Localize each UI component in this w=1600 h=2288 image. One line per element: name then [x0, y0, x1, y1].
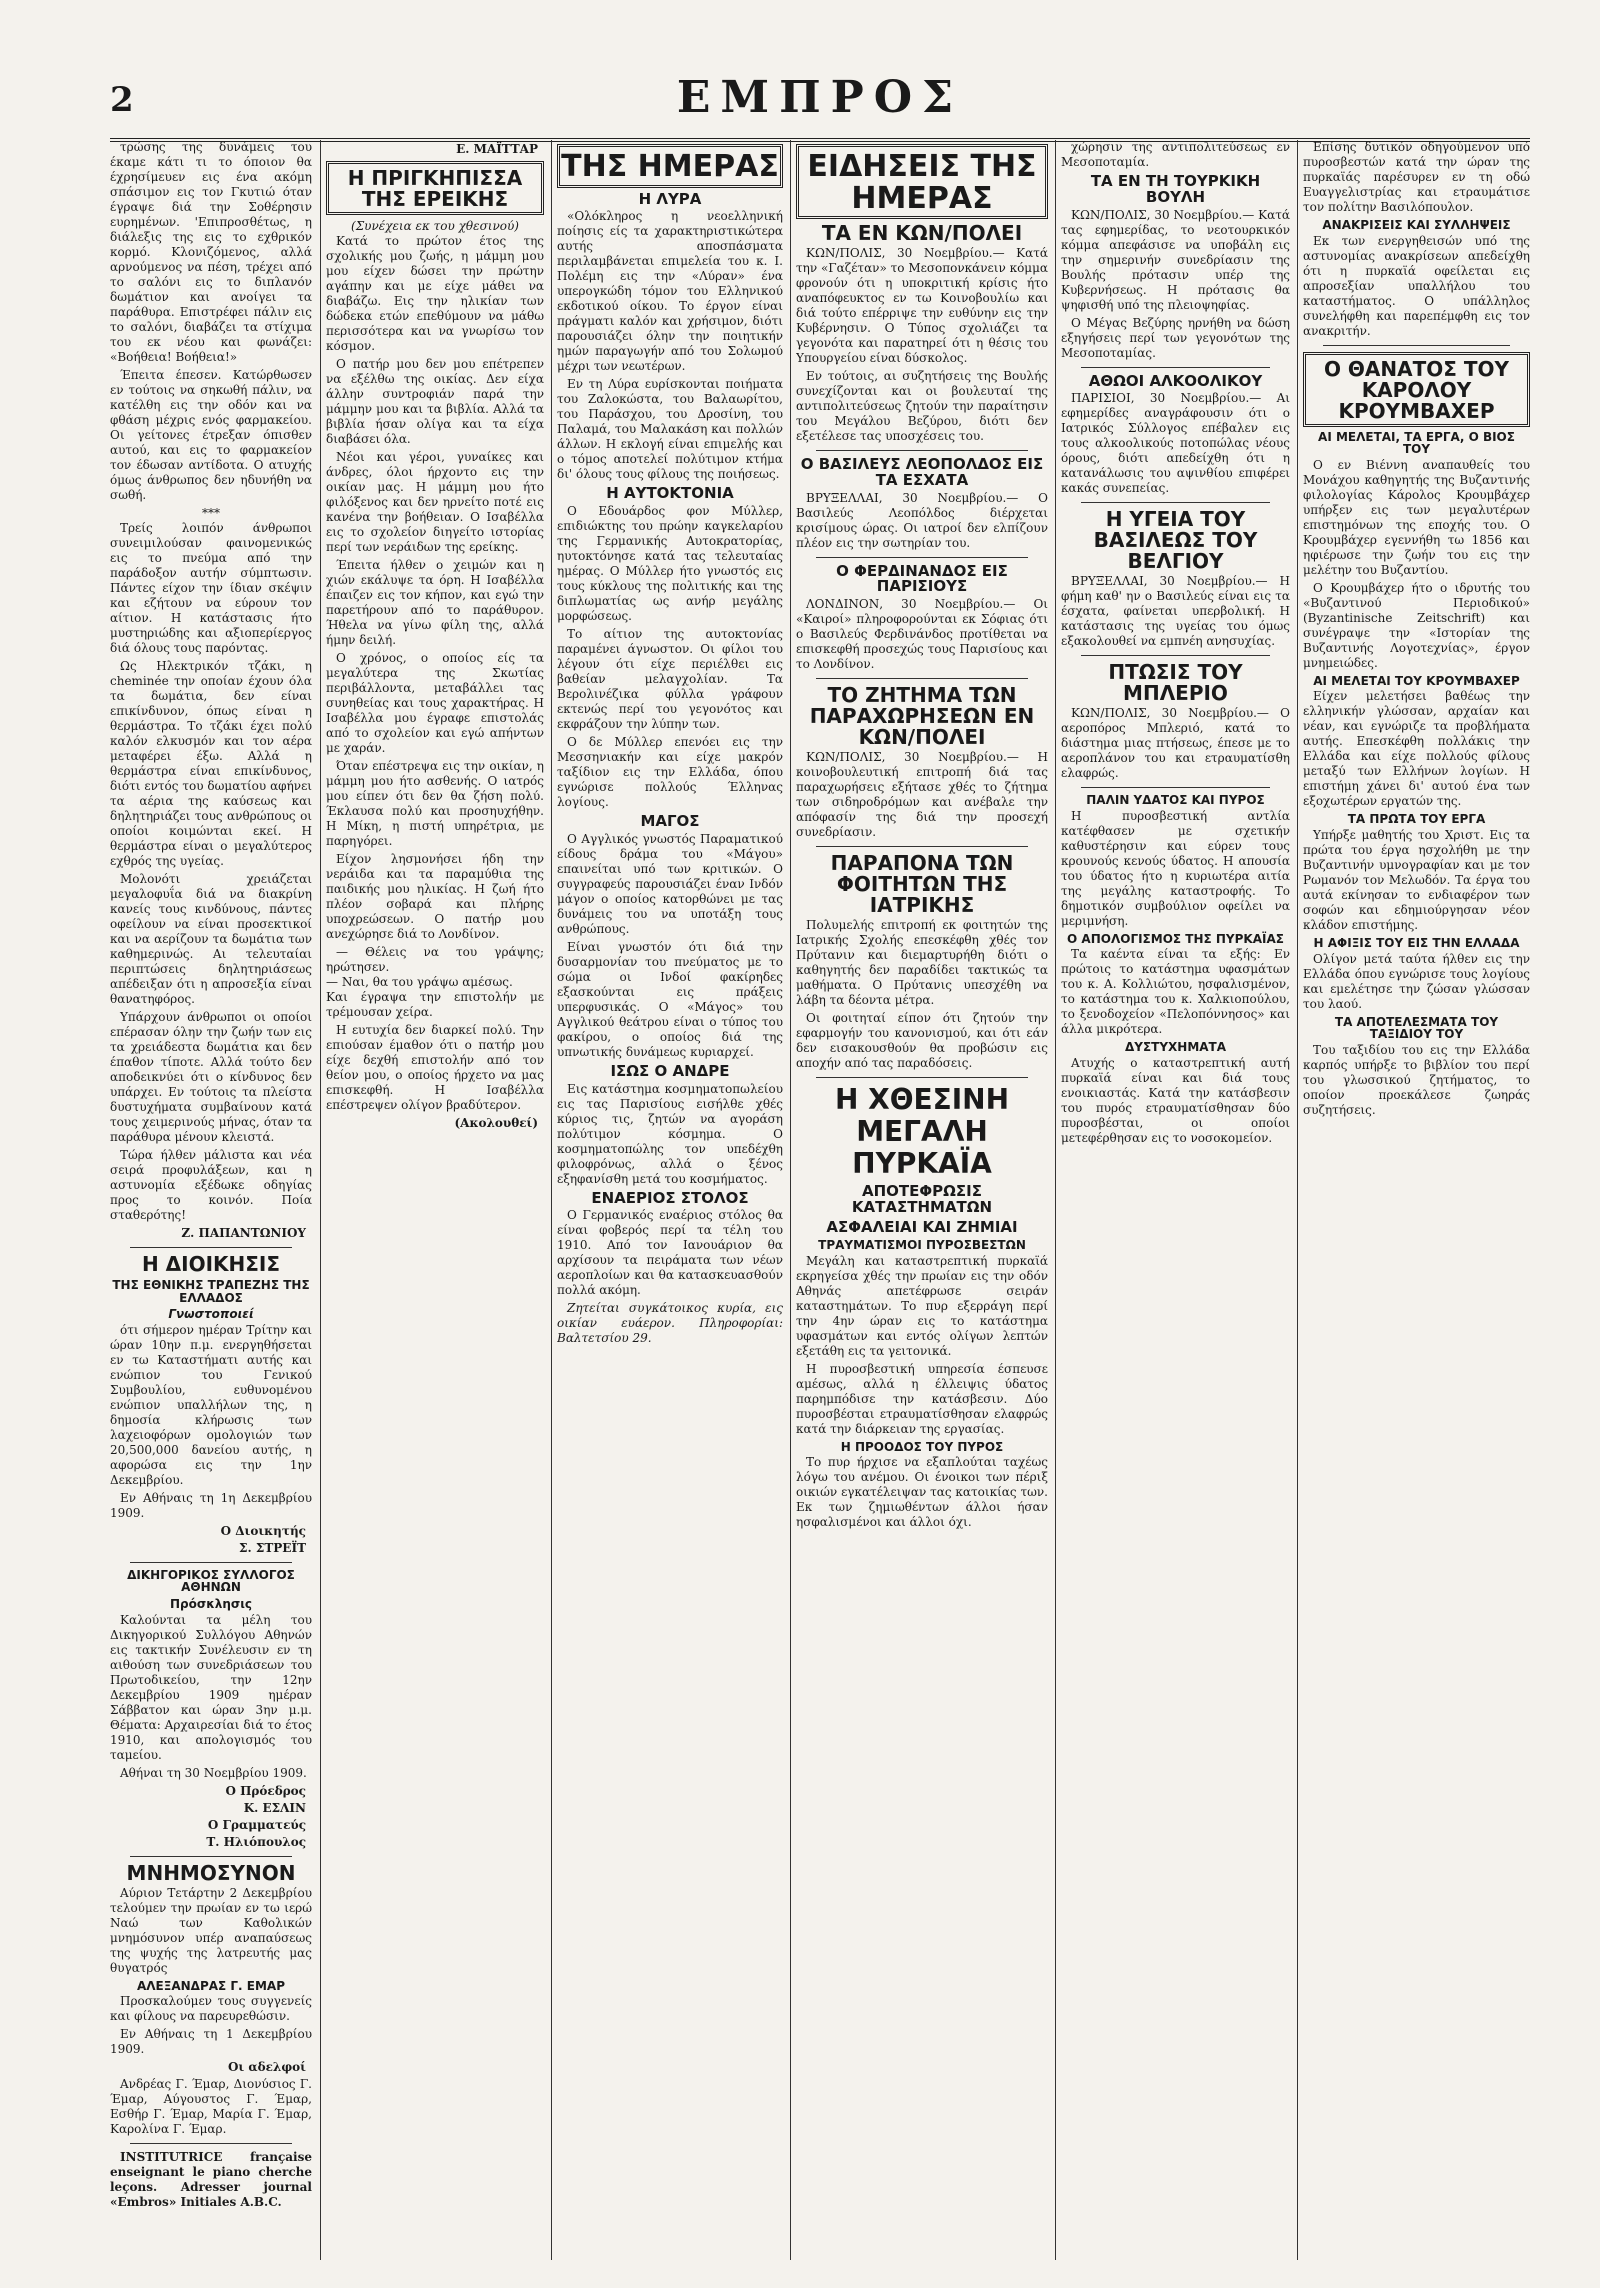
news-heading: Ο ΑΠΟΛΟΓΙΣΜΟΣ ΤΗΣ ΠΥΡΚΑΪΑΣ [1067, 931, 1284, 946]
newspaper-title: ΕΜΠΡΟΣ [676, 72, 964, 123]
article-text: Είναι γνωστόν ότι διά την δυσαρμονίαν του πνεύματος με το σώμα οι Ινδοί φακίρηδες εξασκούνται εις πράξεις υπερφυσικάς. Ο «Μάγος» του Αγγλικού θεάτρου είναι ο τύπος του φακίρου, ο οποίος διά της υπνωτικής δυνάμεως κυριαρχεί. [557, 939, 783, 1059]
article-heading: ΕΝΑΕΡΙΟΣ ΣΤΟΛΟΣ [591, 1188, 749, 1207]
column-4: ΕΙΔΗΣΕΙΣ ΤΗΣ ΗΜΕΡΑΣ ΤΑ ΕΝ ΚΩΝ/ΠΟΛΕΙ ΚΩΝ/ΠΟΛΙΣ, 30 Νοεμβρίου.— Κατά την «Γαζέταν» το Μεσοπονκάνειν κόμμα φρονούν ότι η υποκριτική κρίσις ήτο αναπόφευκτος εν τω Κοινοβουλίω και διά τούτο επέρριψε την ευθύνην εις την Κυβέρνησιν. Ο Τύπος σχολιάζει τα γεγονότα και παρατηρεί ότι η θέσις του Υπουργείου είναι δύσκολος. Εν τούτοις, αι συζητήσεις της Βουλής συνεχίζονται και οι βουλευταί της αντιπολιτεύσεως ζητούν την παραίτησιν του Μεγάλου Βεζύρου, διότι δεν εξετέλεσε τας υποσχέσεις του. Ο ΒΑΣΙΛΕΥΣ ΛΕΟΠΟΛΔΟΣ ΕΙΣ ΤΑ ΕΣΧΑΤΑ ΒΡΥΞΕΛΛΑΙ, 30 Νοεμβρίου.— Ο Βασιλεύς Λεοπόλδος διέρχεται κρισίμους ώρας. Οι ιατροί δεν ελπίζουν πλέον εις την σωτηρίαν του. Ο ΦΕΡΔΙΝΑΝΔΟΣ ΕΙΣ ΠΑΡΙΣΙΟΥΣ ΛΟΝΔΙΝΟΝ, 30 Νοεμβρίου.— Οι «Καιροί» πληροφορούνται εκ Σόφιας ότι ο Βασιλεύς Φερδινάνδος προτίθεται να επισκεφθή προσεχώς τους Παρισίους και το Λονδίνον. ΤΟ ΖΗΤΗΜΑ ΤΩΝ ΠΑΡΑΧΩΡΗΣΕΩΝ ΕΝ ΚΩΝ/ΠΟΛΕΙ ΚΩΝ/ΠΟΛΙΣ, 30 Νοεμβρίου.— Η κοινοβουλευτική επιτροπή διά τας παραχωρήσεις εξήτασε χθές το ζήτημα των σιδηροδρόμων και ανέβαλε την απόφασίν της διά την προσεχή συνεδρίασιν. ΠΑΡΑΠΟΝΑ ΤΩΝ ΦΟΙΤΗΤΩΝ ΤΗΣ ΙΑΤΡΙΚΗΣ Πολυμελής επιτροπή εκ φοιτητών της Ιατρικής Σχολής επεσκέφθη χθές τον Πρύτανιν και διεμαρτυρήθη διότι ο καθηγητής δεν παραδίδει τακτικώς τα μαθήματα. Ο Πρύτανις υπεσχέθη να λάβη τα δέοντα μέτρα. Οι φοιτηταί είπον ότι ζητούν την εφαρμογήν του κανονισμού, και ότι εάν δεν εισακουσθούν θα προβώσιν εις αποχήν από τας παραδόσεις. Η ΧΘΕΣΙΝΗ ΜΕΓΑΛΗ ΠΥΡΚΑΪΑ ΑΠΟΤΕΦΡΩΣΙΣ ΚΑΤΑΣΤΗΜΑΤΩΝ ΑΣΦΑΛΕΙΑΙ ΚΑΙ ΖΗΜΙΑΙ ΤΡΑΥΜΑΤΙΣΜΟΙ ΠΥΡΟΣΒΕΣΤΩΝ Μεγάλη και καταστρεπτική πυρκαϊά εκρηγείσα χθές την πρωίαν εις την οδόν Αθηνάς απετέφρωσε σειράν καταστημάτων. Το πυρ εξερράγη περί την 4ην ώραν εις το κατάστημα υφασμάτων και εντός ολίγων λεπτών εξετάθη εις τα γειτονικά. Η πυροσβεστική υπηρεσία έσπευσε αμέσως, αλλά η έλλειψις ύδατος παρημπόδισε την κατάσβεσιν. Δύο πυροσβέσται ετραυματίσθησαν ελαφρώς κατά την διάρκειαν της εργασίας. Η ΠΡΟΟΔΟΣ ΤΟΥ ΠΥΡΟΣ Το πυρ ήρχισε να εξαπλούται ταχέως λόγω του ανέμου. Οι ένοικοι των πέριξ οικιών εγκατέλειψαν τας κατοικίας των. Εκ των ζημιωθέντων άλλοι ήσαν ησφαλισμένοι και άλλοι όχι. [796, 140, 1048, 2260]
article-text: Ο εν Βιέννη αναπαυθείς του Μονάχου καθηγητής της Βυζαντινής φιλολογίας Κάρολος Κρουμβάχερ υπήρξεν εις των μεγαλυτέρων επιστημόνων της εποχής του. Ο Κρουμβάχερ εγεννήθη τω 1856 και ηφιέρωσε την ζωήν του εις την μελέτην του Βυζαντίου. [1303, 457, 1530, 577]
news-text: Το πυρ ήρχισε να εξαπλούται ταχέως λόγω του ανέμου. Οι ένοικοι των πέριξ οικιών εγκατέλειψαν τας κατοικίας των. Εκ των ζημιωθέντων άλλοι ήσαν ησφαλισμένοι και άλλοι όχι. [796, 1455, 1048, 1530]
article-heading: ΤΑ ΑΠΟΤΕΛΕΣΜΑΤΑ ΤΟΥ ΤΑΞΙΔΙΟΥ ΤΟΥ [1334, 1014, 1499, 1042]
news-heading: ΠΑΛΙΝ ΥΔΑΤΟΣ ΚΑΙ ΠΥΡΟΣ [1086, 793, 1265, 808]
headline: Η ΧΘΕΣΙΝΗ ΜΕΓΑΛΗ ΠΥΡΚΑΪΑ [834, 1083, 1010, 1180]
story-text: Ο πατήρ μου δεν μου επέτρεπεν να εξέλθω της οικίας. Δεν είχα άλλην συντροφιάν παρά την μάμμην μου και τα βιβλία. Αλλά τα βιβλία ήσαν ολίγα και τα είχα διαβάσει όλα. [326, 357, 544, 446]
column-5 [1061, 140, 1290, 2260]
news-text: Οι φοιτηταί είπον ότι ζητούν την εφαρμογήν του κανονισμού, και ότι εάν δεν εισακουσθούν θα προβώσιν εις αποχήν από τας παραδόσεις. [796, 1011, 1048, 1070]
story-text: Ο χρόνος, ο οποίος είς τα μεγαλύτερα της Σκωτίας περιβάλλοντα, μεταβάλλει τας συνηθείας και τους χαρακτήρας. Η Ισαβέλλα μου έγραφε επιστολάς από το σχολείον και εγώ απήντων με χαράν. [326, 651, 544, 755]
article-text: Έπειτα έπεσεν. Κατώρθωσεν εν τούτοις να σηκωθή πάλιν, να κατέλθη εις την οδόν και να φθάση μέχρις ενός φαρμακείου. Οι γείτονες έτρεξαν όπισθεν αυτού, και εις το φαρμακείον τον έδωσαν αντίδοτα. Ο ατυχής όμως άνθρωπος δεν ηδυνήθη να σωθή. [110, 368, 312, 502]
news-text: Ατυχής ο καταστρεπτική αυτή πυρκαϊά είναι και διά τους ενοικιαστάς. Κατά την κατάσβεσιν του πυρός ετραυματίσθησαν δύο πυροσβέσται, οι οποίοι μετεφέρθησαν εις το νοσοκομείον. [1061, 1056, 1290, 1146]
article-text: Του ταξιδίου του εις την Ελλάδα καρπός υπήρξε το βιβλίον του περί του γλωσσικού ζητήματος, το οποίον προεκάλεσε ζωηράς συζητήσεις. [1303, 1042, 1530, 1117]
masthead [110, 68, 1530, 142]
news-heading: ΑΝΑΚΡΙΣΕΙΣ ΚΑΙ ΣΥΛΛΗΨΕΙΣ [1322, 218, 1511, 232]
ad-text: Καλούνται τα μέλη του Δικηγορικού Συλλόγου Αθηνών εις τακτικήν Συνέλευσιν εν τη αιθούση των συνεδριάσεων του Πρωτοδικείου, την 12ην Δεκεμβρίου 1909 ημέραν Σάββατον και ώραν 3ην μ.μ. Θέματα: Αρχαιρεσίαι διά το έτος 1910, και απολογισμός του ταμείου. [110, 1612, 312, 1762]
article-text: Ο Κρουμβάχερ ήτο ο ιδρυτής του «Βυζαντινού Περιοδικού» (Byzantinische Zeitschrift) και συνέγραψε την «Ιστορίαν της Βυζαντινής Λογοτεχνίας», έργον μνημειώδες. [1303, 580, 1530, 670]
column-3 [557, 140, 783, 2260]
article-text: Ο Γερμανικός εναέριος στόλος θα είναι φοβερός περί τα τέλη του 1910. Από τον Ιανουάριον θα αρχίσουν τα πειράματα των νέων αεροπλοίων και θα κατασκευασθούν πολλά ακόμη. [557, 1208, 783, 1298]
story-text: Νέοι και γέροι, γυναίκες και άνδρες, όλοι ήρχοντο εις την οικίαν μας. Η μάμμη μου ήτο φιλόξενος και δεν ηρνείτο ποτέ εις κανένα την βοήθειαν. Ο Ισαβέλλα εις το σχολείον διηγείτο ιστορίας περί των νεράιδων της ερείκης. [326, 450, 544, 554]
article-subtitle: ΑΙ ΜΕΛΕΤΑΙ, ΤΑ ΕΡΓΑ, Ο ΒΙΟΣ ΤΟΥ [1318, 429, 1515, 457]
news-text: ΒΡΥΞΕΛΛΑΙ, 30 Νοεμβρίου.— Ο Βασιλεύς Λεοπόλδος διέρχεται κρισίμους ώρας. Οι ιατροί δεν ελπίζουν πλέον εις την σωτηρίαν του. [796, 490, 1048, 550]
news-text: Μεγάλη και καταστρεπτική πυρκαϊά εκρηγείσα χθές την πρωίαν εις την οδόν Αθηνάς απετέφρωσε σειράν καταστημάτων. Το πυρ εξερράγη περί την 4ην ώραν εις το κατάστημα υφασμάτων και εντός ολίγων λεπτών εξετάθη εις τα γειτονικά. [796, 1253, 1048, 1358]
news-text: ΚΩΝ/ΠΟΛΙΣ, 30 Νοεμβρίου.— Κατά τας εφημερίδας, το νεοτουρκικόν κόμμα απεφάσισε να υποβάλη εις την σημερινήν συνεδρίασιν της Βουλής πρότασιν υπέρ της Κυβερνήσεως. Η πρότασις θα ψηφισθή υπό της πλειοψηφίας. [1061, 207, 1290, 312]
news-text: Επίσης δυτικόν οδηγούμενον υπό πυροσβεστών κατά την ώραν της πυρκαϊάς παρέσυρεν εν τη οδώ Ευαγγελιστρίας και ετραυμάτισε τον πολίτην Βασιλόπουλον. [1303, 140, 1530, 214]
news-text: χώρησιν της αντιπολιτεύσεως εν Μεσοποταμία. [1061, 140, 1290, 169]
article-heading: ΜΑΓΟΣ [640, 812, 700, 830]
section-title: ΤΗΣ ΗΜΕΡΑΣ [561, 149, 779, 184]
article-text: Ο Αγγλικός γνωστός Παραματικού είδους δράμα του «Μάγου» επαινείται υπό των κριτικών. Ο συγγραφεύς παρουσιάζει έναν Ινδόν μάγον ο οποίος κατορθώνει με τας δυνάμεις του να υποτάξη τους ανθρώπους. [557, 831, 783, 936]
news-heading: ΠΑΡΑΠΟΝΑ ΤΩΝ ΦΟΙΤΗΤΩΝ ΤΗΣ ΙΑΤΡΙΚΗΣ [830, 851, 1014, 917]
story-text: Έπειτα ήλθεν ο χειμών και η χιών εκάλυψε τα όρη. Η Ισαβέλλα έπαιζεν εις τον κήπον, και εγώ την παρετήρουν από το παράθυρον. Ήθελα να γίνω φίλη της, αλλά ήμην δειλή. [326, 558, 544, 647]
news-text: ΚΩΝ/ΠΟΛΙΣ, 30 Νοεμβρίου.— Κατά την «Γαζέταν» το Μεσοπονκάνειν κόμμα φρονούν ότι η υποκριτική κρίσις ήτο αναπόφευκτος εν τω Κοινοβουλίω και διά τούτο επέρριψε την ευθύνην εις την Κυβέρνησιν. Ο Τύπος σχολιάζει τα γεγονότα και παρατηρεί ότι η θέσις του Υπουργείου είναι δύσκολος. [796, 246, 1048, 365]
news-heading: ΔΥΣΤΥΧΗΜΑΤΑ [1124, 1040, 1227, 1055]
ad-heading: ΔΙΚΗΓΟΡΙΚΟΣ ΣΥΛΛΟΓΟΣ ΑΘΗΝΩΝ [127, 1567, 295, 1595]
article-text: Ο Εδουάρδος φον Μύλλερ, επιδιώκτης του πρώην καγκελαρίου της Γερμανικής Αυτοκρατορίας, ηυτοκτόνησε κατά τας τελευταίας ημέρας. Ο Μύλλερ ήτο γνωστός εις τους κύκλους της πολιτικής και της διπλωματίας ως ανήρ μεγάλης μορφώσεως. [557, 504, 783, 623]
column-1: τρώσης της δυνάμεις του έκαμε κάτι τι το όποιον θα έχρησίμευεν εις ένα ακόμη σπάσιμον εις τον Γκυτιώ όταν έγραψε διά την Σοθέρησιν ευρημένων. 'Επιπροσθέτως, η διάλεξις της εις το εχθρικόν κορμό. Κλονιζόμενος, αλλά αρνούμενος να πέση, τρέχει από το σαλόνι εις το διπλανόν δωμάτιον και ανοίγει τα παράθυρα. Επιστρέφει πάλιν εις το σαλόνι, διαβάζει τα στίχιμα του εκ νέου και φωνάζει: «Βοήθεια! Βοήθεια!» Έπειτα έπεσεν. Κατώρθωσεν εν τούτοις να σηκωθή πάλιν, να κατέλθη εις την οδόν και να φθάση μέχρις ενός φαρμακείου. Οι γείτονες έτρεξαν όπισθεν αυτού, και εις το φαρμακείον τον έδωσαν αντίδοτα. Ο ατυχής όμως άνθρωπος δεν ηδυνήθη να σωθή. *** Τρείς λοιπόν άνθρωποι συνειμιλούσαν φαινομενικώς εις το πνεύμα από την παράδοξον αυτήν σύμπτωσιν. Πάντες είχον την ίδιαν σκέψιν και εζήτουν να εύρουν τον αίτιον. Η κατάστασις ήτο μυστηριώδης και αξιοπερίεργος διά όλους τους παρόντας. Ως Ηλεκτρικόν τζάκι, η cheminée την οποίαν έχουν όλα τα δωμάτια, δεν είναι επικίνδυνον, όπως είναι η θερμάστρα. Το τζάκι έχει πολύ καλόν ελκυσμόν και τον αέρα μεταφέρει έξω. Αλλά η θερμάστρα είναι επικίνδυνος, διότι εντός του δωματίου αφήνει τα αέρια της καύσεως και δηλητηριάζει τους ανθρώπους οι οποίοι κοιμώνται εκεί. Η θερμάστρα είναι ο μεγαλύτερος εχθρός της υγείας. Μολονότι χρειάζεται μεγαλοφυΐα διά να διακρίνη κανείς τους κινδύνους, πάντες οφείλουν να είναι προσεκτικοί και να αερίζουν τα δωμάτια των καθημερινώς. Αι τελευταίαι περιπτώσεις δηλητηριάσεως απέδειξαν ότι η απροσεξία είναι θανατηφόρος. Υπάρχουν άνθρωποι οι οποίοι επέρασαν όλην την ζωήν των εις τα χρειάδεστα δωμάτια και δεν έπαθον τίποτε. Αλλά τούτο δεν αποδεικνύει ότι ο κίνδυνος δεν υπάρχει. Εν τούτοις τα πλείστα δυστυχήματα συμβαίνουν κατά τους χειμερινούς μήνας, όταν τα παράθυρα μένουν κλειστά. Τώρα ήλθεν μάλιστα και νέα σειρά προφυλάξεων, και η αστυνομία εξέδωκε οδηγίας προς το κοινόν. Ποία σταθερότης! Ζ. ΠΑΠΑΝΤΩΝΙΟΥ Η ΔΙΟΙΚΗΣΙΣ ΤΗΣ ΕΘΝΙΚΗΣ ΤΡΑΠΕΖΗΣ ΤΗΣ ΕΛΛΑΔΟΣ Γνωστοποιεί ότι σήμερον ημέραν Τρίτην και ώραν 10ην π.μ. ενεργηθήσεται εν τω Καταστήματι αυτής και ενώπιον του Γενικού Συμβουλίου, ευθυνομένου ενώπιον υπαλλήλων της, η δημοσία κλήρωσις των λαχειοφόρων ομολογιών των 20,500,000 δανείου αυτής, η αφορώσα εις την 1ην Δεκεμβρίου. Εν Αθήναις τη 1η Δεκεμβρίου 1909. Ο Διοικητής Σ. ΣΤΡΕΪΤ ΔΙΚΗΓΟΡΙΚΟΣ ΣΥΛΛΟΓΟΣ ΑΘΗΝΩΝ Πρόσκλησις Καλούνται τα μέλη του Δικηγορικού Συλλόγου Αθηνών εις τακτικήν Συνέλευσιν εν τη αιθούση των συνεδριάσεων του Πρωτοδικείου, την 12ην Δεκεμβρίου 1909 ημέραν Σάββατον και ώραν 3ην μ.μ. Θέματα: Αρχαιρεσίαι διά το έτος 1910, και απολογισμός του ταμείου. Αθήναι τη 30 Νοεμβρίου 1909. Ο Πρόεδρος Κ. ΕΣΛΙΝ Ο Γραμματεύς Τ. Ηλιόπουλος ΜΝΗΜΟΣΥΝΟΝ Αύριον Τετάρτην 2 Δεκεμβρίου τελούμεν την πρωίαν εν τω ιερώ Ναώ των Καθολικών μνημόσυνον υπέρ αναπαύσεως της ψυχής της λατρευτής μας θυγατρός ΑΛΕΞΑΝΔΡΑΣ Γ. ΕΜΑΡ Προσκαλούμεν τους συγγενείς και φίλους να παρευρεθώσιν. Εν Αθήναις τη 1 Δεκεμβρίου 1909. Οι αδελφοί Ανδρέας Γ. Έμαρ, Διονύσιος Γ. Έμαρ, Αύγουστος Γ. Έμαρ, Εσθήρ Γ. Έμαρ, Μαρία Γ. Έμαρ, Καρολίνα Γ. Έμαρ. INSTITUTRICE française enseignant le piano cherche leçons. Adresser journal «Embros» Initiales A.B.C. [110, 140, 312, 2210]
news-heading: ΤΑ ΕΝ ΚΩΝ/ΠΟΛΕΙ [821, 221, 1023, 245]
story-text: Η ευτυχία δεν διαρκεί πολύ. Την επιούσαν έμαθον ότι ο πατήρ μου είχε δεχθή επιστολήν από τον θείον μου, ο οποίος ήρχετο να μας επισκεφθή. Η Ισαβέλλα επέστρεψεν ολίγον βραδύτερον. [326, 1023, 544, 1112]
article-heading: Η ΑΥΤΟΚΤΟΝΙΑ [606, 484, 734, 503]
article-text: Υπάρχουν άνθρωποι οι οποίοι επέρασαν όλην την ζωήν των εις τα χρειάδεστα δωμάτια και δεν έπαθον τίποτε. Αλλά τούτο δεν αποδεικνύει ότι ο κίνδυνος δεν υπάρχει. Εν τούτοις τα πλείστα δυστυχήματα συμβαίνουν κατά τους χειμερινούς μήνας, όταν τα παράθυρα μένουν κλειστά. [110, 1010, 312, 1144]
article-text: Τρείς λοιπόν άνθρωποι συνειμιλούσαν φαινομενικώς εις το πνεύμα από την παράδοξον αυτήν σύμπτωσιν. Πάντες είχον την ίδιαν σκέψιν και εζήτουν να εύρουν τον αίτιον. Η κατάστασις ήτο μυστηριώδης και αξιοπερίεργος διά όλους τους παρόντας. [110, 521, 312, 655]
page-number: 2 [110, 80, 134, 120]
article-text: Ολίγον μετά ταύτα ήλθεν εις την Ελλάδα όπου εγνώρισε τους λογίους και εμελέτησε την ζώσαν γλώσσαν του λαού. [1303, 951, 1530, 1011]
news-heading: Ο ΒΑΣΙΛΕΥΣ ΛΕΟΠΟΛΔΟΣ ΕΙΣ ΤΑ ΕΣΧΑΤΑ [800, 455, 1044, 489]
article-heading: Η ΑΦΙΞΙΣ ΤΟΥ ΕΙΣ ΤΗΝ ΕΛΛΑΔΑ [1313, 935, 1520, 950]
story-text: Όταν επέστρεψα εις την οικίαν, η μάμμη μου ήτο ασθενής. Ο ιατρός μου είπεν ότι δεν θα ζήση πολύ. Έκλαυσα πολύ και προσηυχήθην. Η Μίκη, η πιστή υπηρέτρια, με παρηγόρει. [326, 759, 544, 848]
column-rule [1297, 140, 1298, 2260]
column-6 [1303, 140, 1530, 2260]
article-heading: Η ΛΥΡΑ [638, 189, 702, 208]
article-heading: ΤΑ ΠΡΩΤΑ ΤΟΥ ΕΡΓΑ [1347, 812, 1486, 827]
news-text: Ο Μέγας Βεζύρης ηρνήθη να δώση εξηγήσεις περί των γεγονότων της Μεσοποταμίας. [1061, 315, 1290, 360]
article-text: Ο δε Μύλλερ επενόει εις την Μεσσηνιακήν και είχε μακρόν ταξίδιον εις την Ελλάδα, όπου εγνώρισε πολλούς Έλληνας λογίους. [557, 735, 783, 809]
news-text: ΛΟΝΔΙΝΟΝ, 30 Νοεμβρίου.— Οι «Καιροί» πληροφορούνται εκ Σόφιας ότι ο Βασιλεύς Φερδινάνδος προτίθεται να επισκεφθή προσεχώς τους Παρισίους και το Λονδίνον. [796, 597, 1048, 671]
news-heading: ΠΤΩΣΙΣ ΤΟΥ ΜΠΛΕΡΙΟ [1108, 660, 1243, 706]
news-text: Εκ των ενεργηθεισών υπό της αστυνομίας ανακρίσεων απεδείχθη ότι η πυρκαϊά οφείλεται εις απροσεξίαν υπαλλήλου του καταστήματος. Ο υπάλληλος συνελήφθη και παρεπέμφθη εις τον ανακριτήν. [1303, 233, 1530, 338]
article-text: Ζητείται συγκάτοικος κυρία, εις οικίαν ευάερον. Πληροφορίαι: Βαλτετσίου 29. [557, 1301, 783, 1346]
story-text: Κατά το πρώτον έτος της σχολικής μου ζωής, η μάμμη μου μου είχεν δώσει την πρώτην αγάπην και με είχε μάθει να διαβάζω. Εις την ηλικίαν των δώδεκα ετών επεθύμουν να μάθω περισσότερα και να γνωρίσω τον κόσμον. [326, 234, 544, 353]
article-text: Υπήρξε μαθητής του Χριστ. Εις τα πρώτα του έργα ησχολήθη με την Βυζαντινήν υμνογραφίαν και με τον Ρωμανόν τον Μελωδόν. Τα έργα του αυτά εκίνησαν το ενδιαφέρον των σοφών και εδημιούργησαν νέον κλάδον επιστήμης. [1303, 827, 1530, 932]
ad-text: INSTITUTRICE française enseignant le piano cherche leçons. Adresser journal «Embros» Initiales A.B.C. [110, 2150, 312, 2210]
news-heading: Η ΥΓΕΙΑ ΤΟΥ ΒΑΣΙΛΕΩΣ ΤΟΥ ΒΕΛΓΙΟΥ [1093, 507, 1258, 574]
ad-heading: ΜΝΗΜΟΣΥΝΟΝ [126, 1860, 296, 1885]
news-heading: ΑΘΩΟΙ ΑΛΚΟΟΛΙΚΟΥ [1088, 371, 1263, 390]
article-text: Ως Ηλεκτρικόν τζάκι, η cheminée την οποίαν έχουν όλα τα δωμάτια, δεν είναι επικίνδυνον, όπως είναι η θερμάστρα. Το τζάκι έχει πολύ καλόν ελκυσμόν και τον αέρα μεταφέρει έξω. Αλλά η θερμάστρα είναι επικίνδυνος, διότι εντός του δωματίου αφήνει τα αέρια της καύσεως και δηλητηριάζει τους ανθρώπους οι οποίοι κοιμώνται εκεί. Η θερμάστρα είναι ο μεγαλύτερος εχθρός της υγείας. [110, 659, 312, 868]
author-signature: Ζ. ΠΑΠΑΝΤΩΝΙΟΥ [181, 1226, 306, 1240]
section-title: ΕΙΔΗΣΕΙΣ ΤΗΣ ΗΜΕΡΑΣ [807, 149, 1037, 216]
news-text: ΠΑΡΙΣΙΟΙ, 30 Νοεμβρίου.— Αι εφημερίδες αναγράφουσιν ότι ο Ιατρικός Σύλλογος επέβαλεν εις τους αλκοολικούς ποτοπώλας νέους όρους, διότι απεδείχθη ότι η κατανάλωσις του αψινθίου επιφέρει κακάς συνεπείας. [1061, 391, 1290, 496]
article-text: Τώρα ήλθεν μάλιστα και νέα σειρά προφυλάξεων, και η αστυνομία εξέδωκε οδηγίας προς το κοινόν. Ποία σταθερότης! [110, 1148, 312, 1222]
column-rule [790, 140, 791, 2260]
ad-text: ότι σήμερον ημέραν Τρίτην και ώραν 10ην π.μ. ενεργηθήσεται εν τω Καταστήματι αυτής και ενώπιον του Γενικού Συμβουλίου, ευθυνομένου ενώπιον υπαλλήλων της, η δημοσία κλήρωσις των λαχειοφόρων ομολογιών των 20,500,000 δανείου αυτής, η αφορώσα εις την 1ην Δεκεμβρίου. [110, 1322, 312, 1487]
article-text: Εις κατάστημα κοσμηματοπωλείου εις τας Παρισίους εισήλθε χθές κύριος τις, ζητών να αγοράση πολύτιμον κόσμημα. Ο κοσμηματοπώλης τον υπεδέχθη φιλοφρόνως, αλλά ο ξένος εξηφανίσθη μετά του κοσμήματος. [557, 1081, 783, 1186]
ad-heading: Η ΔΙΟΙΚΗΣΙΣ [141, 1252, 281, 1276]
news-heading: ΤΑ ΕΝ ΤΗ ΤΟΥΡΚΙΚΗ ΒΟΥΛΗ [1090, 172, 1261, 206]
news-text: ΒΡΥΞΕΛΛΑΙ, 30 Νοεμβρίου.— Η φήμη καθ' ην ο Βασιλεύς είναι εις τα έσχατα, φαίνεται υπερβολική. Η κατάστασις της υγείας του όμως εξακολουθεί να εμπνέη ανησυχίας. [1061, 574, 1290, 649]
column-rule [551, 140, 552, 2260]
article-text: τρώσης της δυνάμεις του έκαμε κάτι τι το όποιον θα έχρησίμευεν εις ένα ακόμη σπάσιμον εις τον Γκυτιώ όταν έγραψε διά την Σοθέρησιν ευρημένων. 'Επιπροσθέτως, η διάλεξις της εις το εχθρικόν κορμό. Κλονιζόμενος, αλλά αρνούμενος να πέση, τρέχει από το σαλόνι εις το διπλανόν δωμάτιον και ανοίγει τα παράθυρα. Επιστρέφει πάλιν εις το σαλόνι, διαβάζει τα στίχιμα του εκ νέου και φωνάζει: «Βοήθεια! Βοήθεια!» [110, 140, 312, 364]
news-text: ΚΩΝ/ΠΟΛΙΣ, 30 Νοεμβρίου.— Η κοινοβουλευτική επιτροπή διά τας παραχωρήσεις εξήτασε χθές το ζήτημα των σιδηροδρόμων και ανέβαλε την απόφασίν της διά την προσεχή συνεδρίασιν. [796, 750, 1048, 839]
news-text: Εν τούτοις, αι συζητήσεις της Βουλής συνεχίζονται και οι βουλευταί της αντιπολιτεύσεως ζητούν την παραίτησιν του Μεγάλου Βεζύρου, διότι δεν εξετέλεσε τας υποσχέσεις του. [796, 369, 1048, 443]
news-text: Η πυροσβεστική αντλία κατέφθασεν με σχετικήν καθυστέρησιν και εύρεν τους κρουνούς κενούς ύδατος. Η απουσία του ύδατος ήτο η κυριωτέρα αιτία της μεγάλης καταστροφής. Το δημοτικόν συμβούλιον οφείλει να μεριμνήση. [1061, 808, 1290, 928]
column-2: Ε. ΜΑΪΤΤΑΡ Η ΠΡΙΓΚΗΠΙΣΣΑ ΤΗΣ ΕΡΕΙΚΗΣ (Συνέχεια εκ του χθεσινού) Κατά το πρώτον έτος της σχολικής μου ζωής, η μάμμη μου μου είχεν δώσει την πρώτην αγάπην και με είχε μάθει να διαβάζω. Εις την ηλικίαν των δώδεκα ετών επεθύμουν να μάθω περισσότερα και να γνωρίσω τον κόσμον. Ο πατήρ μου δεν μου επέτρεπεν να εξέλθω της οικίας. Δεν είχα άλλην συντροφιάν παρά την μάμμην μου και τα βιβλία. Αλλά τα βιβλία ήσαν ολίγα και τα είχα διαβάσει όλα. Νέοι και γέροι, γυναίκες και άνδρες, όλοι ήρχοντο εις την οικίαν μας. Η μάμμη μου ήτο φιλόξενος και δεν ηρνείτο ποτέ εις κανένα την βοήθειαν. Ο Ισαβέλλα εις το σχολείον διηγείτο ιστορίας περί των νεράιδων της ερείκης. Έπειτα ήλθεν ο χειμών και η χιών εκάλυψε τα όρη. Η Ισαβέλλα έπαιζεν εις τον κήπον, και εγώ την παρετήρουν από το παράθυρον. Ήθελα να γίνω φίλη της, αλλά ήμην δειλή. Ο χρόνος, ο οποίος είς τα μεγαλύτερα της Σκωτίας περιβάλλοντα, μεταβάλλει τας συνηθείας και τους χαρακτήρας. Η Ισαβέλλα μου έγραφε επιστολάς από το σχολείον και εγώ απήντων με χαράν. Όταν επέστρεψα εις την οικίαν, η μάμμη μου ήτο ασθενής. Ο ιατρός μου είπεν ότι δεν θα ζήση πολύ. Έκλαυσα πολύ και προσηυχήθην. Η Μίκη, η πιστή υπηρέτρια, με παρηγόρει. Είχον λησμονήσει ήδη την νεράιδα και τα παραμύθια της παιδικής μου ηλικίας. Η ζωή ήτο πλέον σοβαρά και πλήρης υποχρεώσεων. Ο πατήρ μου ανεχώρησε διά το Λονδίνον. — Θέλεις να του γράψης; ηρώτησεν. — Ναι, θα του γράψω αμέσως. Και έγραψα την επιστολήν με τρέμουσαν χείρα. Η ευτυχία δεν διαρκεί πολύ. Την επιούσαν έμαθον ότι ο πατήρ μου είχε δεχθή επιστολήν από τον θείον μου, ο οποίος ήρχετο να μας επισκεφθή. Η Ισαβέλλα επέστρεψεν ολίγον βραδύτερον. (Ακολουθεί) [326, 142, 544, 1130]
story-title: Η ΠΡΙΓΚΗΠΙΣΣΑ ΤΗΣ ΕΡΕΙΚΗΣ [347, 166, 523, 211]
news-heading: ΤΟ ΖΗΤΗΜΑ ΤΩΝ ΠΑΡΑΧΩΡΗΣΕΩΝ ΕΝ ΚΩΝ/ΠΟΛΕΙ [809, 683, 1035, 749]
column-rule [1055, 140, 1056, 2260]
article-text: Εν τη Λύρα ευρίσκονται ποιήματα του Ζαλοκώστα, του Βαλαωρίτου, του Παράσχου, του Δροσίνη, του Παλαμά, του Μαλακάση και πολλών άλλων. Η εκλογή είναι επιμελής και ο τόμος αποτελεί πολύτιμον κτήμα δι' όλους τους φίλους της ποιήσεως. [557, 377, 783, 482]
article-text: «Ολόκληρος η νεοελληνική ποίησις είς τα χαρακτηριστικώτερα αυτής αποσπάσματα περιλαμβάνεται επιμελεία του κ. Ι. Πολέμη εις την «Λύραν» ένα υπερογκώδη τόμον του Ελληνικού εκδοτικού οίκου. Το έργον είναι πράγματι καλόν και χρήσιμον, διότι παρουσιάζει όλην την ποιητικήν ημών παραγωγήν από του Σολωμού μέχρι των νεωτέρων. [557, 209, 783, 374]
story-text: Είχον λησμονήσει ήδη την νεράιδα και τα παραμύθια της παιδικής μου ηλικίας. Η ζωή ήτο πλέον σοβαρά και πλήρης υποχρεώσεων. Ο πατήρ μου ανεχώρησε διά το Λονδίνον. [326, 852, 544, 941]
article-title: Ο ΘΑΝΑΤΟΣ ΤΟΥ ΚΑΡΟΛΟΥ ΚΡΟΥΜΒΑΧΕΡ [1323, 356, 1510, 423]
news-heading: Η ΠΡΟΟΔΟΣ ΤΟΥ ΠΥΡΟΣ [840, 1439, 1004, 1454]
news-heading: Ο ΦΕΡΔΙΝΑΝΔΟΣ ΕΙΣ ΠΑΡΙΣΙΟΥΣ [836, 561, 1008, 596]
news-text: Η πυροσβεστική υπηρεσία έσπευσε αμέσως, αλλά η έλλειψις ύδατος παρημπόδισε την κατάσβεσιν. Δύο πυροσβέσται ετραυματίσθησαν ελαφρώς κατά την διάρκειαν της εργασίας. [796, 1361, 1048, 1436]
column-rule [320, 140, 321, 2260]
article-heading: ΑΙ ΜΕΛΕΤΑΙ ΤΟΥ ΚΡΟΥΜΒΑΧΕΡ [1313, 673, 1520, 688]
ad-subheading: ΤΗΣ ΕΘΝΙΚΗΣ ΤΡΑΠΕΖΗΣ ΤΗΣ ΕΛΛΑΔΟΣ [112, 1278, 310, 1305]
story-text: — Θέλεις να του γράψης; ηρώτησεν. — Ναι, θα του γράψω αμέσως. Και έγραψα την επιστολήν με τρέμουσαν χείρα. [326, 945, 544, 1019]
news-text: Τα καέντα είναι τα εξής: Εν πρώτοις το κατάστημα υφασμάτων του κ. Α. Κολλιώτου, ησφαλισμένον, το κατάστημα του κ. Χαλκιοπούλου, το ξενοδοχείον «Πελοπόννησος» και άλλα μικρότερα. [1061, 947, 1290, 1037]
article-text: Μολονότι χρειάζεται μεγαλοφυΐα διά να διακρίνη κανείς τους κινδύνους, πάντες οφείλουν να είναι προσεκτικοί και να αερίζουν τα δωμάτια των καθημερινώς. Αι τελευταίαι περιπτώσεις δηλητηριάσεως απέδειξαν ότι η απροσεξία είναι θανατηφόρος. [110, 872, 312, 1006]
news-text: ΚΩΝ/ΠΟΛΙΣ, 30 Νοεμβρίου.— Ο αεροπόρος Μπλεριό, κατά το διάστημα μιας πτήσεως, έπεσε με το αεροπλάνον του και ετραυματίσθη ελαφρώς. [1061, 706, 1290, 781]
article-text: Είχεν μελετήσει βαθέως την ελληνικήν γλώσσαν, αρχαίαν και νέαν, και εγνώριζε τα προβλήματα αυτής. Επεσκέφθη πολλάκις την Ελλάδα και είχε πολλούς φίλους μεταξύ των Ελλήνων λογίων. Η επιστήμη χάνει δι' αυτού ένα των εξοχωτέρων εργατών της. [1303, 689, 1530, 809]
article-text: Το αίτιον της αυτοκτονίας παραμένει άγνωστον. Οι φίλοι του λέγουν ότι είχε περιέλθει εις βαθείαν μελαγχολίαν. Τα Βερολινέζικα φύλλα γράφουν εκτενώς περί του γεγονότος και εκφράζουν την λύπην των. [557, 627, 783, 731]
author-name: Ε. ΜΑΪΤΤΑΡ [456, 142, 538, 156]
news-text: Πολυμελής επιτροπή εκ φοιτητών της Ιατρικής Σχολής επεσκέφθη χθές τον Πρύτανιν και διεμαρτυρήθη διότι ο καθηγητής δεν παραδίδει τακτικώς τα μαθήματα. Ο Πρύτανις υπεσχέθη να λάβη τα δέοντα μέτρα. [796, 918, 1048, 1007]
article-heading: ΙΣΩΣ Ο ΑΝΔΡΕ [610, 1061, 730, 1080]
ad-text: Αύριον Τετάρτην 2 Δεκεμβρίου τελούμεν την πρωίαν εν τω ιερώ Ναώ των Καθολικών μνημόσυνον υπέρ αναπαύσεως της ψυχής της λατρευτής μας θυγατρός [110, 1885, 312, 1975]
